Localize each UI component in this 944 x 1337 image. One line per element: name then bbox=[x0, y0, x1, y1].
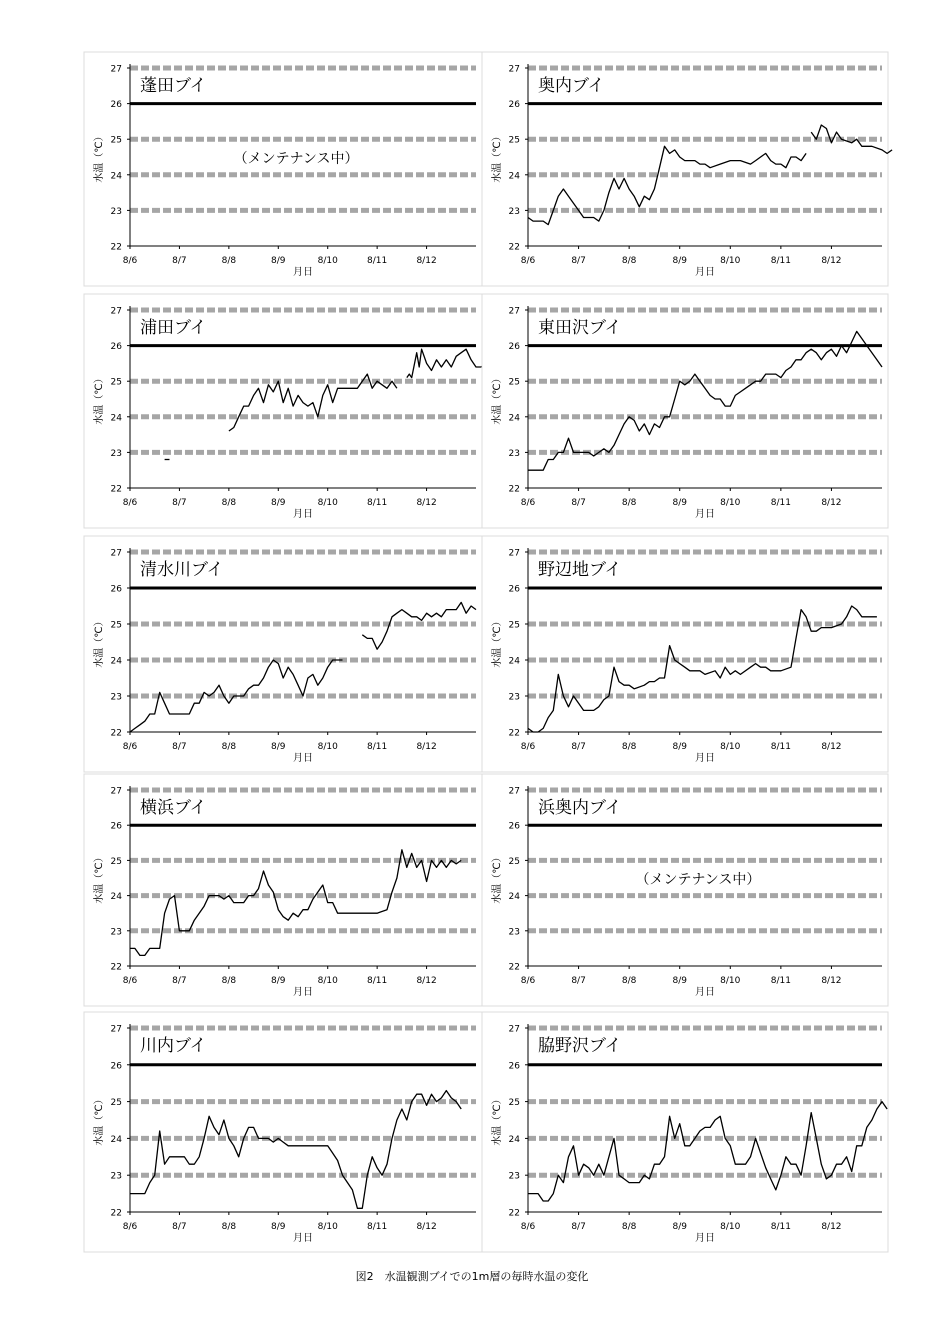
y-tick-label: 24 bbox=[110, 1134, 122, 1145]
y-tick-label: 22 bbox=[110, 242, 122, 253]
x-tick-label: 8/11 bbox=[367, 976, 388, 986]
x-tick-label: 8/11 bbox=[770, 498, 791, 508]
y-tick-label: 22 bbox=[110, 1208, 122, 1219]
x-tick-label: 8/12 bbox=[821, 256, 842, 266]
y-tick-label: 26 bbox=[110, 342, 122, 353]
y-tick-label: 23 bbox=[508, 206, 520, 217]
y-tick-label: 26 bbox=[508, 1061, 520, 1072]
y-tick-label: 27 bbox=[110, 786, 122, 797]
y-tick-label: 24 bbox=[508, 171, 520, 182]
x-tick-label: 8/10 bbox=[720, 256, 741, 266]
y-tick-label: 23 bbox=[508, 927, 520, 938]
x-axis-label: 月日 bbox=[293, 267, 313, 278]
chart-title: 清水川ブイ bbox=[140, 560, 224, 580]
y-tick-label: 26 bbox=[508, 100, 520, 111]
y-axis-label: 水温（℃） bbox=[492, 852, 503, 904]
x-tick-label: 8/12 bbox=[821, 976, 842, 986]
chart-panel bbox=[482, 52, 892, 286]
x-tick-label: 8/6 bbox=[520, 498, 536, 508]
x-tick-label: 8/11 bbox=[770, 256, 791, 266]
x-tick-label: 8/6 bbox=[520, 742, 536, 752]
y-axis-label: 水温（℃） bbox=[94, 616, 105, 668]
y-tick-label: 23 bbox=[110, 927, 122, 938]
x-tick-label: 8/9 bbox=[672, 742, 687, 752]
x-tick-label: 8/9 bbox=[271, 976, 286, 986]
y-tick-label: 27 bbox=[110, 548, 122, 559]
y-tick-label: 22 bbox=[508, 728, 520, 739]
chart-title: 浜奥内ブイ bbox=[538, 798, 622, 818]
x-tick-label: 8/11 bbox=[367, 256, 388, 266]
y-tick-label: 22 bbox=[110, 728, 122, 739]
chart-panel bbox=[84, 774, 482, 1006]
x-tick-label: 8/9 bbox=[271, 256, 286, 266]
x-tick-label: 8/8 bbox=[621, 498, 637, 508]
x-tick-label: 8/11 bbox=[367, 498, 388, 508]
x-axis-label: 月日 bbox=[293, 509, 313, 520]
x-tick-label: 8/9 bbox=[672, 498, 687, 508]
y-tick-label: 27 bbox=[508, 64, 520, 75]
y-tick-label: 26 bbox=[110, 100, 122, 111]
x-tick-label: 8/10 bbox=[317, 498, 338, 508]
x-tick-label: 8/7 bbox=[172, 498, 187, 508]
chart-panel bbox=[482, 536, 888, 772]
y-tick-label: 23 bbox=[110, 692, 122, 703]
x-tick-label: 8/9 bbox=[271, 742, 286, 752]
y-tick-label: 25 bbox=[508, 135, 520, 146]
x-tick-label: 8/12 bbox=[416, 498, 437, 508]
y-tick-label: 27 bbox=[508, 1024, 520, 1035]
x-axis-label: 月日 bbox=[695, 267, 715, 278]
x-tick-label: 8/11 bbox=[367, 1222, 388, 1232]
y-tick-label: 24 bbox=[110, 171, 122, 182]
y-tick-label: 26 bbox=[508, 821, 520, 832]
chart-panel bbox=[482, 774, 888, 1006]
x-axis-label: 月日 bbox=[293, 753, 313, 764]
x-tick-label: 8/9 bbox=[672, 1222, 687, 1232]
x-tick-label: 8/8 bbox=[221, 498, 237, 508]
x-tick-label: 8/7 bbox=[571, 1222, 586, 1232]
x-tick-label: 8/12 bbox=[416, 256, 437, 266]
x-tick-label: 8/11 bbox=[770, 1222, 791, 1232]
y-tick-label: 25 bbox=[110, 620, 122, 631]
x-tick-label: 8/10 bbox=[720, 742, 741, 752]
y-tick-label: 24 bbox=[110, 892, 122, 903]
x-tick-label: 8/8 bbox=[221, 1222, 237, 1232]
x-tick-label: 8/12 bbox=[416, 742, 437, 752]
x-tick-label: 8/6 bbox=[520, 976, 536, 986]
x-tick-label: 8/8 bbox=[621, 1222, 637, 1232]
x-tick-label: 8/8 bbox=[221, 256, 237, 266]
x-tick-label: 8/8 bbox=[621, 256, 637, 266]
y-axis-label: 水温（℃） bbox=[492, 1094, 503, 1146]
y-tick-label: 23 bbox=[508, 692, 520, 703]
y-tick-label: 25 bbox=[110, 377, 122, 388]
x-tick-label: 8/10 bbox=[720, 976, 741, 986]
y-tick-label: 23 bbox=[110, 1171, 122, 1182]
x-tick-label: 8/7 bbox=[172, 976, 187, 986]
x-tick-label: 8/8 bbox=[621, 976, 637, 986]
x-tick-label: 8/6 bbox=[122, 742, 138, 752]
x-tick-label: 8/10 bbox=[720, 1222, 741, 1232]
x-tick-label: 8/10 bbox=[317, 742, 338, 752]
x-tick-label: 8/6 bbox=[122, 256, 138, 266]
y-tick-label: 27 bbox=[110, 306, 122, 317]
x-tick-label: 8/10 bbox=[317, 256, 338, 266]
y-tick-label: 27 bbox=[110, 64, 122, 75]
x-axis-label: 月日 bbox=[293, 1233, 313, 1244]
x-tick-label: 8/7 bbox=[571, 256, 586, 266]
x-tick-label: 8/7 bbox=[571, 742, 586, 752]
x-tick-label: 8/9 bbox=[672, 976, 687, 986]
y-tick-label: 27 bbox=[508, 306, 520, 317]
x-axis-label: 月日 bbox=[695, 509, 715, 520]
x-axis-label: 月日 bbox=[695, 753, 715, 764]
y-axis-label: 水温（℃） bbox=[492, 131, 503, 183]
chart-panel bbox=[84, 52, 482, 286]
chart-panel bbox=[482, 294, 888, 528]
y-tick-label: 23 bbox=[508, 1171, 520, 1182]
x-tick-label: 8/6 bbox=[122, 976, 138, 986]
y-tick-label: 24 bbox=[508, 656, 520, 667]
chart-title: 浦田ブイ bbox=[140, 318, 207, 338]
y-tick-label: 22 bbox=[110, 484, 122, 495]
y-tick-label: 25 bbox=[110, 856, 122, 867]
y-tick-label: 22 bbox=[508, 962, 520, 973]
chart-title: 野辺地ブイ bbox=[538, 560, 622, 580]
y-axis-label: 水温（℃） bbox=[492, 373, 503, 425]
maintenance-note: （メンテナンス中） bbox=[635, 872, 761, 888]
y-tick-label: 25 bbox=[508, 1098, 520, 1109]
x-tick-label: 8/6 bbox=[122, 498, 138, 508]
x-axis-label: 月日 bbox=[695, 1233, 715, 1244]
x-tick-label: 8/6 bbox=[122, 1222, 138, 1232]
y-tick-label: 24 bbox=[508, 413, 520, 424]
y-tick-label: 26 bbox=[110, 584, 122, 595]
x-tick-label: 8/8 bbox=[221, 976, 237, 986]
x-axis-label: 月日 bbox=[695, 987, 715, 998]
x-tick-label: 8/7 bbox=[571, 976, 586, 986]
y-axis-label: 水温（℃） bbox=[94, 1094, 105, 1146]
y-axis-label: 水温（℃） bbox=[492, 616, 503, 668]
chart-title: 奥内ブイ bbox=[538, 76, 605, 96]
y-tick-label: 22 bbox=[110, 962, 122, 973]
y-tick-label: 22 bbox=[508, 242, 520, 253]
x-tick-label: 8/7 bbox=[172, 1222, 187, 1232]
x-tick-label: 8/12 bbox=[821, 742, 842, 752]
y-tick-label: 22 bbox=[508, 1208, 520, 1219]
y-tick-label: 26 bbox=[508, 584, 520, 595]
chart-panel bbox=[84, 1012, 482, 1252]
x-tick-label: 8/8 bbox=[221, 742, 237, 752]
chart-panel bbox=[84, 536, 482, 772]
y-tick-label: 24 bbox=[508, 1134, 520, 1145]
x-tick-label: 8/8 bbox=[621, 742, 637, 752]
x-tick-label: 8/12 bbox=[416, 976, 437, 986]
x-tick-label: 8/11 bbox=[770, 742, 791, 752]
x-tick-label: 8/7 bbox=[172, 742, 187, 752]
y-tick-label: 27 bbox=[508, 786, 520, 797]
chart-title: 横浜ブイ bbox=[140, 798, 207, 818]
y-tick-label: 25 bbox=[508, 856, 520, 867]
chart-title: 川内ブイ bbox=[140, 1036, 207, 1056]
x-tick-label: 8/12 bbox=[416, 1222, 437, 1232]
y-axis-label: 水温（℃） bbox=[94, 373, 105, 425]
x-tick-label: 8/10 bbox=[317, 976, 338, 986]
y-tick-label: 26 bbox=[110, 821, 122, 832]
y-tick-label: 23 bbox=[508, 448, 520, 459]
chart-title: 脇野沢ブイ bbox=[538, 1036, 622, 1056]
y-tick-label: 25 bbox=[110, 1098, 122, 1109]
y-tick-label: 26 bbox=[508, 342, 520, 353]
x-tick-label: 8/6 bbox=[520, 1222, 536, 1232]
x-tick-label: 8/9 bbox=[271, 1222, 286, 1232]
y-tick-label: 25 bbox=[508, 377, 520, 388]
x-tick-label: 8/11 bbox=[770, 976, 791, 986]
chart-title: 東田沢ブイ bbox=[538, 318, 622, 338]
x-tick-label: 8/10 bbox=[317, 1222, 338, 1232]
chart-panel bbox=[84, 294, 486, 528]
x-tick-label: 8/12 bbox=[821, 1222, 842, 1232]
x-tick-label: 8/11 bbox=[367, 742, 388, 752]
y-tick-label: 25 bbox=[508, 620, 520, 631]
y-axis-label: 水温（℃） bbox=[94, 131, 105, 183]
x-tick-label: 8/7 bbox=[571, 498, 586, 508]
x-tick-label: 8/10 bbox=[720, 498, 741, 508]
x-tick-label: 8/6 bbox=[520, 256, 536, 266]
y-tick-label: 23 bbox=[110, 206, 122, 217]
y-tick-label: 27 bbox=[508, 548, 520, 559]
chart-title: 蓬田ブイ bbox=[140, 76, 207, 96]
x-tick-label: 8/7 bbox=[172, 256, 187, 266]
y-tick-label: 22 bbox=[508, 484, 520, 495]
x-tick-label: 8/9 bbox=[672, 256, 687, 266]
x-tick-label: 8/12 bbox=[821, 498, 842, 508]
figure-caption: 図2 水温観測ブイでの1m層の毎時水温の変化 bbox=[355, 1270, 589, 1283]
x-axis-label: 月日 bbox=[293, 987, 313, 998]
y-axis-label: 水温（℃） bbox=[94, 852, 105, 904]
y-tick-label: 27 bbox=[110, 1024, 122, 1035]
y-tick-label: 24 bbox=[110, 656, 122, 667]
chart-panel bbox=[482, 1012, 888, 1252]
x-tick-label: 8/9 bbox=[271, 498, 286, 508]
y-tick-label: 24 bbox=[110, 413, 122, 424]
maintenance-note: （メンテナンス中） bbox=[233, 151, 359, 167]
y-tick-label: 26 bbox=[110, 1061, 122, 1072]
y-tick-label: 23 bbox=[110, 448, 122, 459]
y-tick-label: 25 bbox=[110, 135, 122, 146]
y-tick-label: 24 bbox=[508, 892, 520, 903]
